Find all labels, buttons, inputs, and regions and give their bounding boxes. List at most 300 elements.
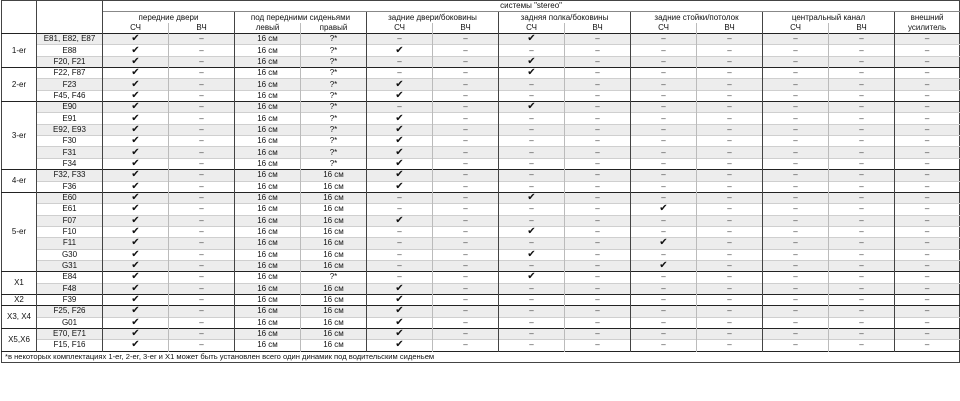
table-row	[2, 260, 960, 271]
dash-cell: –	[433, 192, 499, 203]
dash-cell: –	[631, 249, 697, 260]
check-icon: ✔	[367, 317, 433, 328]
check-icon: ✔	[499, 249, 565, 260]
dash-cell: –	[169, 249, 235, 260]
value-cell: 16 см	[235, 90, 301, 101]
speaker-table	[1, 0, 960, 363]
check-icon: ✔	[367, 79, 433, 90]
dash-cell: –	[829, 226, 895, 237]
dash-cell: –	[499, 204, 565, 215]
check-icon: ✔	[367, 147, 433, 158]
table-row	[2, 136, 960, 147]
sub-header: левый	[235, 23, 301, 34]
dash-cell: –	[763, 79, 829, 90]
model-cell: G31	[37, 260, 103, 271]
dash-cell: –	[499, 306, 565, 317]
dash-cell: –	[433, 158, 499, 169]
dash-cell: –	[631, 317, 697, 328]
series-group-label: 2-er	[2, 68, 37, 102]
dash-cell: –	[829, 317, 895, 328]
dash-cell: –	[367, 249, 433, 260]
dash-cell: –	[565, 215, 631, 226]
dash-cell: –	[697, 136, 763, 147]
dash-cell: –	[565, 181, 631, 192]
check-icon: ✔	[367, 113, 433, 124]
value-cell: 16 см	[235, 328, 301, 339]
dash-cell: –	[763, 260, 829, 271]
dash-cell: –	[763, 90, 829, 101]
value-cell: ?*	[301, 56, 367, 67]
dash-cell: –	[895, 260, 960, 271]
value-cell: 16 см	[235, 56, 301, 67]
dash-cell: –	[631, 328, 697, 339]
check-icon: ✔	[367, 283, 433, 294]
dash-cell: –	[565, 79, 631, 90]
dash-cell: –	[367, 272, 433, 283]
dash-cell: –	[499, 79, 565, 90]
dash-cell: –	[169, 56, 235, 67]
dash-cell: –	[433, 113, 499, 124]
dash-cell: –	[763, 113, 829, 124]
dash-cell: –	[169, 238, 235, 249]
dash-cell: –	[763, 45, 829, 56]
dash-cell: –	[829, 294, 895, 305]
sub-header: правый	[301, 23, 367, 34]
table-row	[2, 170, 960, 181]
value-cell: 16 см	[235, 317, 301, 328]
table-row	[2, 34, 960, 45]
dash-cell: –	[367, 102, 433, 113]
table-row	[2, 147, 960, 158]
value-cell: 16 см	[235, 294, 301, 305]
check-icon: ✔	[631, 204, 697, 215]
dash-cell: –	[631, 294, 697, 305]
dash-cell: –	[763, 136, 829, 147]
model-cell: F36	[37, 181, 103, 192]
dash-cell: –	[631, 102, 697, 113]
series-group-label: X5,X6	[2, 328, 37, 351]
dash-cell: –	[169, 158, 235, 169]
dash-cell: –	[433, 68, 499, 79]
sub-header: ВЧ	[697, 23, 763, 34]
dash-cell: –	[895, 249, 960, 260]
dash-cell: –	[697, 215, 763, 226]
dash-cell: –	[829, 102, 895, 113]
model-cell: E90	[37, 102, 103, 113]
value-cell: 16 см	[235, 136, 301, 147]
table-row	[2, 56, 960, 67]
check-icon: ✔	[367, 158, 433, 169]
series-group-label: 3-er	[2, 102, 37, 170]
value-cell: 16 см	[235, 283, 301, 294]
dash-cell: –	[499, 215, 565, 226]
dash-cell: –	[895, 283, 960, 294]
dash-cell: –	[829, 147, 895, 158]
table-row	[2, 90, 960, 101]
amp-header-line1: внешний	[895, 12, 960, 23]
value-cell: 16 см	[235, 204, 301, 215]
table-row	[2, 124, 960, 135]
dash-cell: –	[763, 68, 829, 79]
series-group-label: X1	[2, 272, 37, 295]
table-row	[2, 45, 960, 56]
dash-cell: –	[499, 283, 565, 294]
dash-cell: –	[565, 45, 631, 56]
dash-cell: –	[565, 68, 631, 79]
value-cell: 16 см	[301, 226, 367, 237]
table-row	[2, 317, 960, 328]
dash-cell: –	[895, 328, 960, 339]
value-cell: ?*	[301, 136, 367, 147]
dash-cell: –	[433, 317, 499, 328]
dash-cell: –	[763, 226, 829, 237]
value-cell: 16 см	[301, 238, 367, 249]
dash-cell: –	[697, 328, 763, 339]
dash-cell: –	[169, 79, 235, 90]
dash-cell: –	[631, 45, 697, 56]
value-cell: 16 см	[235, 113, 301, 124]
dash-cell: –	[499, 45, 565, 56]
dash-cell: –	[169, 317, 235, 328]
dash-cell: –	[763, 294, 829, 305]
check-icon: ✔	[367, 124, 433, 135]
dash-cell: –	[895, 317, 960, 328]
dash-cell: –	[169, 204, 235, 215]
dash-cell: –	[565, 340, 631, 351]
dash-cell: –	[433, 260, 499, 271]
model-cell: F25, F26	[37, 306, 103, 317]
model-cell: E88	[37, 45, 103, 56]
table-row	[2, 192, 960, 203]
dash-cell: –	[499, 238, 565, 249]
check-icon: ✔	[103, 34, 169, 45]
value-cell: 16 см	[235, 192, 301, 203]
value-cell: 16 см	[301, 181, 367, 192]
sub-header: ВЧ	[433, 23, 499, 34]
dash-cell: –	[367, 34, 433, 45]
value-cell: 16 см	[235, 158, 301, 169]
model-cell: E70, E71	[37, 328, 103, 339]
dash-cell: –	[829, 238, 895, 249]
dash-cell: –	[895, 238, 960, 249]
dash-cell: –	[499, 124, 565, 135]
table-row	[2, 226, 960, 237]
table-row	[2, 204, 960, 215]
table-row	[2, 328, 960, 339]
dash-cell: –	[829, 68, 895, 79]
dash-cell: –	[895, 294, 960, 305]
dash-cell: –	[697, 260, 763, 271]
dash-cell: –	[499, 260, 565, 271]
dash-cell: –	[169, 181, 235, 192]
dash-cell: –	[433, 79, 499, 90]
dash-cell: –	[763, 317, 829, 328]
table-row	[2, 158, 960, 169]
value-cell: 16 см	[235, 45, 301, 56]
table-row	[2, 272, 960, 283]
dash-cell: –	[631, 79, 697, 90]
footnote: *в некоторых комплектациях 1-er, 2-er, 3-er и X1 может быть установлен всего один динамик под водительским сиденьем	[2, 351, 960, 362]
dash-cell: –	[829, 283, 895, 294]
check-icon: ✔	[103, 158, 169, 169]
dash-cell: –	[565, 306, 631, 317]
dash-cell: –	[433, 170, 499, 181]
value-cell: 16 см	[301, 340, 367, 351]
check-icon: ✔	[103, 215, 169, 226]
dash-cell: –	[565, 317, 631, 328]
dash-cell: –	[169, 226, 235, 237]
dash-cell: –	[367, 56, 433, 67]
dash-cell: –	[631, 113, 697, 124]
check-icon: ✔	[103, 102, 169, 113]
dash-cell: –	[433, 181, 499, 192]
value-cell: 16 см	[235, 306, 301, 317]
dash-cell: –	[499, 181, 565, 192]
dash-cell: –	[895, 215, 960, 226]
dash-cell: –	[499, 147, 565, 158]
model-cell: F15, F16	[37, 340, 103, 351]
dash-cell: –	[763, 215, 829, 226]
dash-cell: –	[697, 147, 763, 158]
check-icon: ✔	[499, 34, 565, 45]
amp-header-line2: усилитель	[895, 23, 960, 34]
dash-cell: –	[499, 328, 565, 339]
series-group-label: 1-er	[2, 34, 37, 68]
value-cell: 16 см	[301, 294, 367, 305]
dash-cell: –	[499, 136, 565, 147]
dash-cell: –	[169, 147, 235, 158]
table-row	[2, 238, 960, 249]
dash-cell: –	[565, 272, 631, 283]
dash-cell: –	[499, 158, 565, 169]
value-cell: 16 см	[235, 272, 301, 283]
check-icon: ✔	[103, 192, 169, 203]
dash-cell: –	[829, 34, 895, 45]
sub-header: СЧ	[367, 23, 433, 34]
check-icon: ✔	[103, 181, 169, 192]
table-title: системы "stereo"	[103, 1, 960, 12]
dash-cell: –	[499, 113, 565, 124]
dash-cell: –	[169, 45, 235, 56]
check-icon: ✔	[367, 181, 433, 192]
dash-cell: –	[829, 260, 895, 271]
dash-cell: –	[169, 34, 235, 45]
dash-cell: –	[433, 90, 499, 101]
check-icon: ✔	[367, 306, 433, 317]
dash-cell: –	[697, 90, 763, 101]
sub-header: СЧ	[103, 23, 169, 34]
dash-cell: –	[895, 68, 960, 79]
check-icon: ✔	[631, 238, 697, 249]
dash-cell: –	[367, 226, 433, 237]
model-cell: F45, F46	[37, 90, 103, 101]
dash-cell: –	[565, 294, 631, 305]
value-cell: ?*	[301, 124, 367, 135]
check-icon: ✔	[103, 68, 169, 79]
dash-cell: –	[433, 215, 499, 226]
dash-cell: –	[565, 136, 631, 147]
value-cell: 16 см	[235, 340, 301, 351]
dash-cell: –	[499, 317, 565, 328]
dash-cell: –	[829, 204, 895, 215]
dash-cell: –	[169, 136, 235, 147]
dash-cell: –	[697, 204, 763, 215]
table-row	[2, 249, 960, 260]
table-row	[2, 283, 960, 294]
dash-cell: –	[565, 102, 631, 113]
dash-cell: –	[829, 306, 895, 317]
dash-cell: –	[763, 147, 829, 158]
dash-cell: –	[169, 124, 235, 135]
value-cell: ?*	[301, 34, 367, 45]
value-cell: ?*	[301, 90, 367, 101]
dash-cell: –	[433, 34, 499, 45]
check-icon: ✔	[103, 328, 169, 339]
dash-cell: –	[895, 170, 960, 181]
dash-cell: –	[895, 102, 960, 113]
dash-cell: –	[499, 170, 565, 181]
dash-cell: –	[829, 181, 895, 192]
dash-cell: –	[169, 283, 235, 294]
sub-header: СЧ	[499, 23, 565, 34]
value-cell: 16 см	[235, 260, 301, 271]
dash-cell: –	[433, 56, 499, 67]
dash-cell: –	[829, 170, 895, 181]
dash-cell: –	[433, 136, 499, 147]
dash-cell: –	[763, 181, 829, 192]
value-cell: 16 см	[301, 328, 367, 339]
dash-cell: –	[433, 283, 499, 294]
check-icon: ✔	[499, 192, 565, 203]
model-cell: F10	[37, 226, 103, 237]
value-cell: 16 см	[235, 249, 301, 260]
dash-cell: –	[829, 79, 895, 90]
dash-cell: –	[169, 170, 235, 181]
dash-cell: –	[697, 249, 763, 260]
dash-cell: –	[829, 45, 895, 56]
check-icon: ✔	[103, 90, 169, 101]
dash-cell: –	[169, 294, 235, 305]
dash-cell: –	[631, 215, 697, 226]
dash-cell: –	[169, 215, 235, 226]
dash-cell: –	[631, 340, 697, 351]
dash-cell: –	[565, 328, 631, 339]
dash-cell: –	[829, 192, 895, 203]
table-row	[2, 306, 960, 317]
model-cell: E92, E93	[37, 124, 103, 135]
check-icon: ✔	[631, 260, 697, 271]
value-cell: 16 см	[301, 249, 367, 260]
dash-cell: –	[169, 68, 235, 79]
value-cell: ?*	[301, 147, 367, 158]
dash-cell: –	[631, 56, 697, 67]
dash-cell: –	[499, 294, 565, 305]
dash-cell: –	[631, 90, 697, 101]
check-icon: ✔	[103, 147, 169, 158]
value-cell: ?*	[301, 158, 367, 169]
dash-cell: –	[433, 306, 499, 317]
check-icon: ✔	[103, 238, 169, 249]
dash-cell: –	[763, 124, 829, 135]
dash-cell: –	[565, 192, 631, 203]
check-icon: ✔	[103, 79, 169, 90]
value-cell: ?*	[301, 68, 367, 79]
dash-cell: –	[565, 124, 631, 135]
dash-cell: –	[763, 340, 829, 351]
check-icon: ✔	[103, 340, 169, 351]
dash-cell: –	[433, 45, 499, 56]
dash-cell: –	[895, 340, 960, 351]
dash-cell: –	[565, 34, 631, 45]
dash-cell: –	[895, 34, 960, 45]
series-group-label: 4-er	[2, 170, 37, 193]
dash-cell: –	[697, 317, 763, 328]
dash-cell: –	[829, 272, 895, 283]
dash-cell: –	[631, 272, 697, 283]
dash-cell: –	[631, 136, 697, 147]
dash-cell: –	[565, 249, 631, 260]
sub-header: ВЧ	[565, 23, 631, 34]
check-icon: ✔	[367, 170, 433, 181]
value-cell: 16 см	[301, 170, 367, 181]
check-icon: ✔	[367, 136, 433, 147]
check-icon: ✔	[367, 340, 433, 351]
dash-cell: –	[697, 34, 763, 45]
dash-cell: –	[631, 226, 697, 237]
dash-cell: –	[829, 56, 895, 67]
dash-cell: –	[895, 204, 960, 215]
value-cell: 16 см	[301, 215, 367, 226]
dash-cell: –	[895, 306, 960, 317]
model-cell: F31	[37, 147, 103, 158]
value-cell: 16 см	[235, 147, 301, 158]
dash-cell: –	[631, 192, 697, 203]
check-icon: ✔	[103, 306, 169, 317]
dash-cell: –	[433, 328, 499, 339]
dash-cell: –	[697, 113, 763, 124]
dash-cell: –	[367, 192, 433, 203]
dash-cell: –	[565, 283, 631, 294]
dash-cell: –	[565, 238, 631, 249]
model-header-blank	[37, 1, 103, 34]
model-cell: E91	[37, 113, 103, 124]
dash-cell: –	[895, 45, 960, 56]
dash-cell: –	[895, 136, 960, 147]
model-cell: F11	[37, 238, 103, 249]
table-row	[2, 294, 960, 305]
model-cell: F34	[37, 158, 103, 169]
dash-cell: –	[829, 158, 895, 169]
dash-cell: –	[895, 113, 960, 124]
dash-cell: –	[433, 147, 499, 158]
dash-cell: –	[631, 170, 697, 181]
table-row	[2, 79, 960, 90]
dash-cell: –	[763, 34, 829, 45]
dash-cell: –	[169, 113, 235, 124]
check-icon: ✔	[367, 45, 433, 56]
check-icon: ✔	[103, 136, 169, 147]
dash-cell: –	[367, 204, 433, 215]
dash-cell: –	[697, 45, 763, 56]
check-icon: ✔	[103, 204, 169, 215]
check-icon: ✔	[103, 317, 169, 328]
model-cell: F39	[37, 294, 103, 305]
dash-cell: –	[631, 306, 697, 317]
check-icon: ✔	[103, 294, 169, 305]
dash-cell: –	[169, 328, 235, 339]
value-cell: 16 см	[301, 192, 367, 203]
dash-cell: –	[565, 56, 631, 67]
